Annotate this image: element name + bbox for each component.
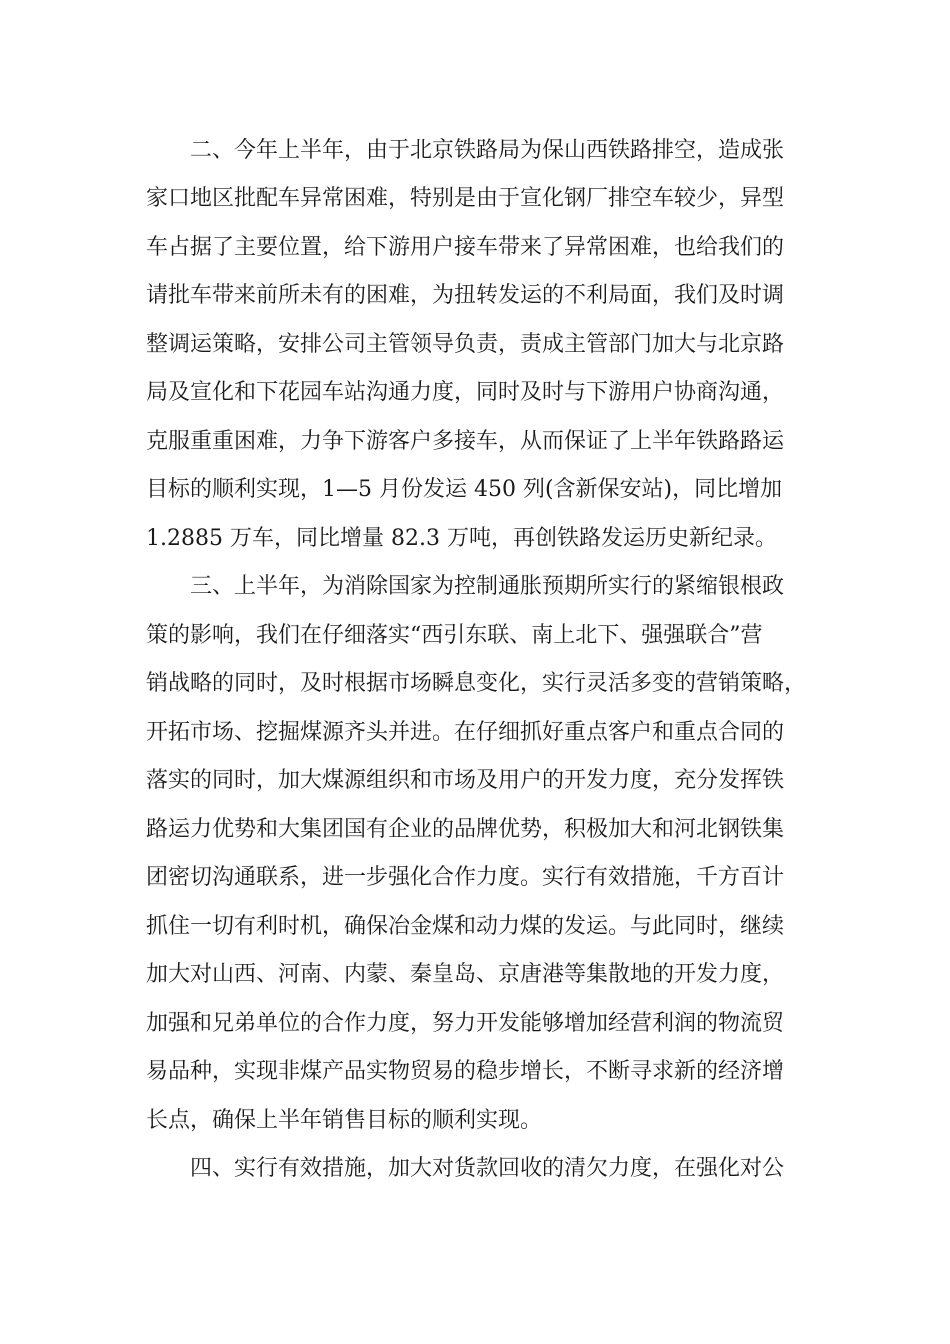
text-line: 长点，确保上半年销售目标的顺利实现。 [146, 1108, 543, 1133]
text-line: 三、上半年，为消除国家为控制通胀预期所实行的紧缩银根政 [190, 574, 785, 599]
text-line: 易品种，实现非煤产品实物贸易的稳步增长，不断寻求新的经济增 [146, 1059, 785, 1084]
text-line: 1.2885 万车，同比增量 82.3 万吨，再创铁路发运历史新纪录。 [146, 526, 777, 551]
text-line: 家口地区批配车异常困难，特别是由于宣化钢厂排空车较少，异型 [146, 186, 785, 211]
text-line: 请批车带来前所未有的困难，为扭转发运的不利局面，我们及时调 [146, 283, 785, 308]
text-line: 策的影响，我们在仔细落实“西引东联、南上北下、强强联合”营 [146, 623, 763, 648]
text-line: 加强和兄弟单位的合作力度，努力开发能够增加经营利润的物流贸 [146, 1011, 785, 1036]
text-line: 团密切沟通联系，进一步强化合作力度。实行有效措施，千方百计 [146, 865, 785, 890]
text-line: 落实的同时，加大煤源组织和市场及用户的开发力度，充分发挥铁 [146, 768, 785, 793]
text-line: 二、今年上半年，由于北京铁路局为保山西铁路排空，造成张 [190, 138, 785, 163]
text-line: 车占据了主要位置，给下游用户接车带来了异常困难，也给我们的 [146, 235, 785, 260]
text-line: 抓住一切有利时机，确保冶金煤和动力煤的发运。与此同时，继续 [146, 914, 785, 939]
text-line: 加大对山西、河南、内蒙、秦皇岛、京唐港等集散地的开发力度， [146, 962, 785, 987]
text-line: 销战略的同时，及时根据市场瞬息变化，实行灵活多变的营销策略， [146, 671, 807, 696]
text-line: 局及宣化和下花园车站沟通力度，同时及时与下游用户协商沟通， [146, 380, 785, 405]
text-line: 四、实行有效措施，加大对货款回收的清欠力度，在强化对公 [190, 1156, 785, 1181]
text-line: 路运力优势和大集团国有企业的品牌优势，积极加大和河北钢铁集 [146, 817, 785, 842]
text-line: 目标的顺利实现，1—5 月份发运 450 列(含新保安站)，同比增加 [146, 477, 783, 502]
text-line: 克服重重困难，力争下游客户多接车，从而保证了上半年铁路路运 [146, 429, 785, 454]
text-line: 整调运策略，安排公司主管领导负责，责成主管部门加大与北京路 [146, 332, 785, 357]
text-line: 开拓市场、挖掘煤源齐头并进。在仔细抓好重点客户和重点合同的 [146, 720, 785, 745]
